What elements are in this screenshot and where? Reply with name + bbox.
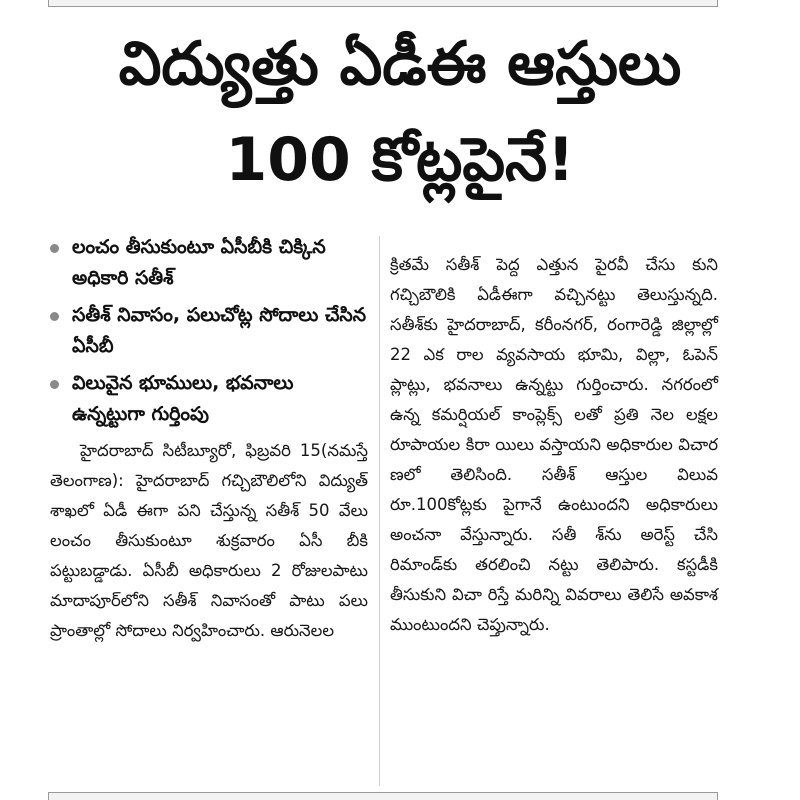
bullet-dot-icon	[50, 380, 59, 389]
article-body-right: క్రితమే సతీశ్ పెద్ద ఎత్తున పైరవీ చేసు కుని గచ్చిబౌలికి ఏడీఈగా వచ్చినట్టు తెలుస్తున్నది. సతీశ్‌కు హైదరాబాద్, కరీంనగర్, రంగారెడ్డి జిల్లాల్లో 22 ఎక రాల వ్యవసాయ భూమి, విల్లా, ఓపెన్ ప్లాట్లు, భవనాలు ఉన్నట్టు గుర్తించారు. నగరంలో ఉన్న కమర్షియల్ కాంప్లెక్స్ లతో ప్రతి నెల లక్షల రూపాయల కిరా యిలు వస్తాయని అధికారుల విచార ణలో తెలిసింది. సతీశ్ ఆస్తుల విలువ రూ.100కోట్లకు పైగానే ఉంటుందని అధికారులు అంచనా వేస్తున్నారు. సతీ శ్‌ను అరెస్ట్ చేసి రిమాండ్‌కు తరలించి నట్టు తెలిపారు. కస్టడీకి తీసుకుని విచా రిస్తే మరిన్ని వివరాలు తెలిసే అవకాశ ముంటుందని చెప్తున్నారు.	[390, 255, 718, 634]
bullet-dot-icon	[50, 244, 59, 253]
headline-line-2: 100 కోట్లపైనే!	[225, 125, 575, 195]
article-body-left: హైదరాబాద్ సిటీబ్యూరో, ఫిబ్రవరి 15(నమస్తే తెలంగాణ): హైదరాబాద్ గచ్చిబౌలిలోని విద్యుత్ శాఖలో ఏడీ ఈగా పని చేస్తున్న సతీశ్ 50 వేలు లంచం తీసుకుంటూ శుక్రవారం ఏసీ బీకి పట్టుబడ్డాడు. ఏసీబీ అధికారులు 2 రోజులపాటు మాదాపూర్‌లోని సతీశ్ నివాసంతో పాటు పలు ప్రాంతాల్లో సోదాలు నిర్వహించారు. ఆరునెలల	[50, 441, 368, 640]
right-column	[390, 250, 718, 640]
left-column	[50, 232, 368, 646]
bullet-item	[50, 300, 368, 362]
bullet-text: విలువైన భూములు, భవనాలు ఉన్నట్టుగా గుర్తింపు	[72, 372, 294, 425]
top-border	[48, 0, 718, 7]
bullet-text: లంచం తీసుకుంటూ ఏసీబీకి చిక్కిన అధికారి సతీశ్	[72, 236, 326, 289]
bullet-item	[50, 368, 368, 430]
bullet-text: సతీశ్ నివాసం, పలుచోట్ల సోదాలు చేసిన ఏసీబీ	[72, 304, 367, 357]
bullet-dot-icon	[50, 312, 59, 321]
bottom-border	[48, 792, 718, 800]
highlight-bullets	[50, 232, 368, 430]
column-divider	[379, 236, 380, 786]
headline	[0, 16, 800, 208]
headline-line-1: విద్యుత్తు ఏడీఈ ఆస్తులు	[118, 29, 682, 99]
bullet-item	[50, 232, 368, 294]
